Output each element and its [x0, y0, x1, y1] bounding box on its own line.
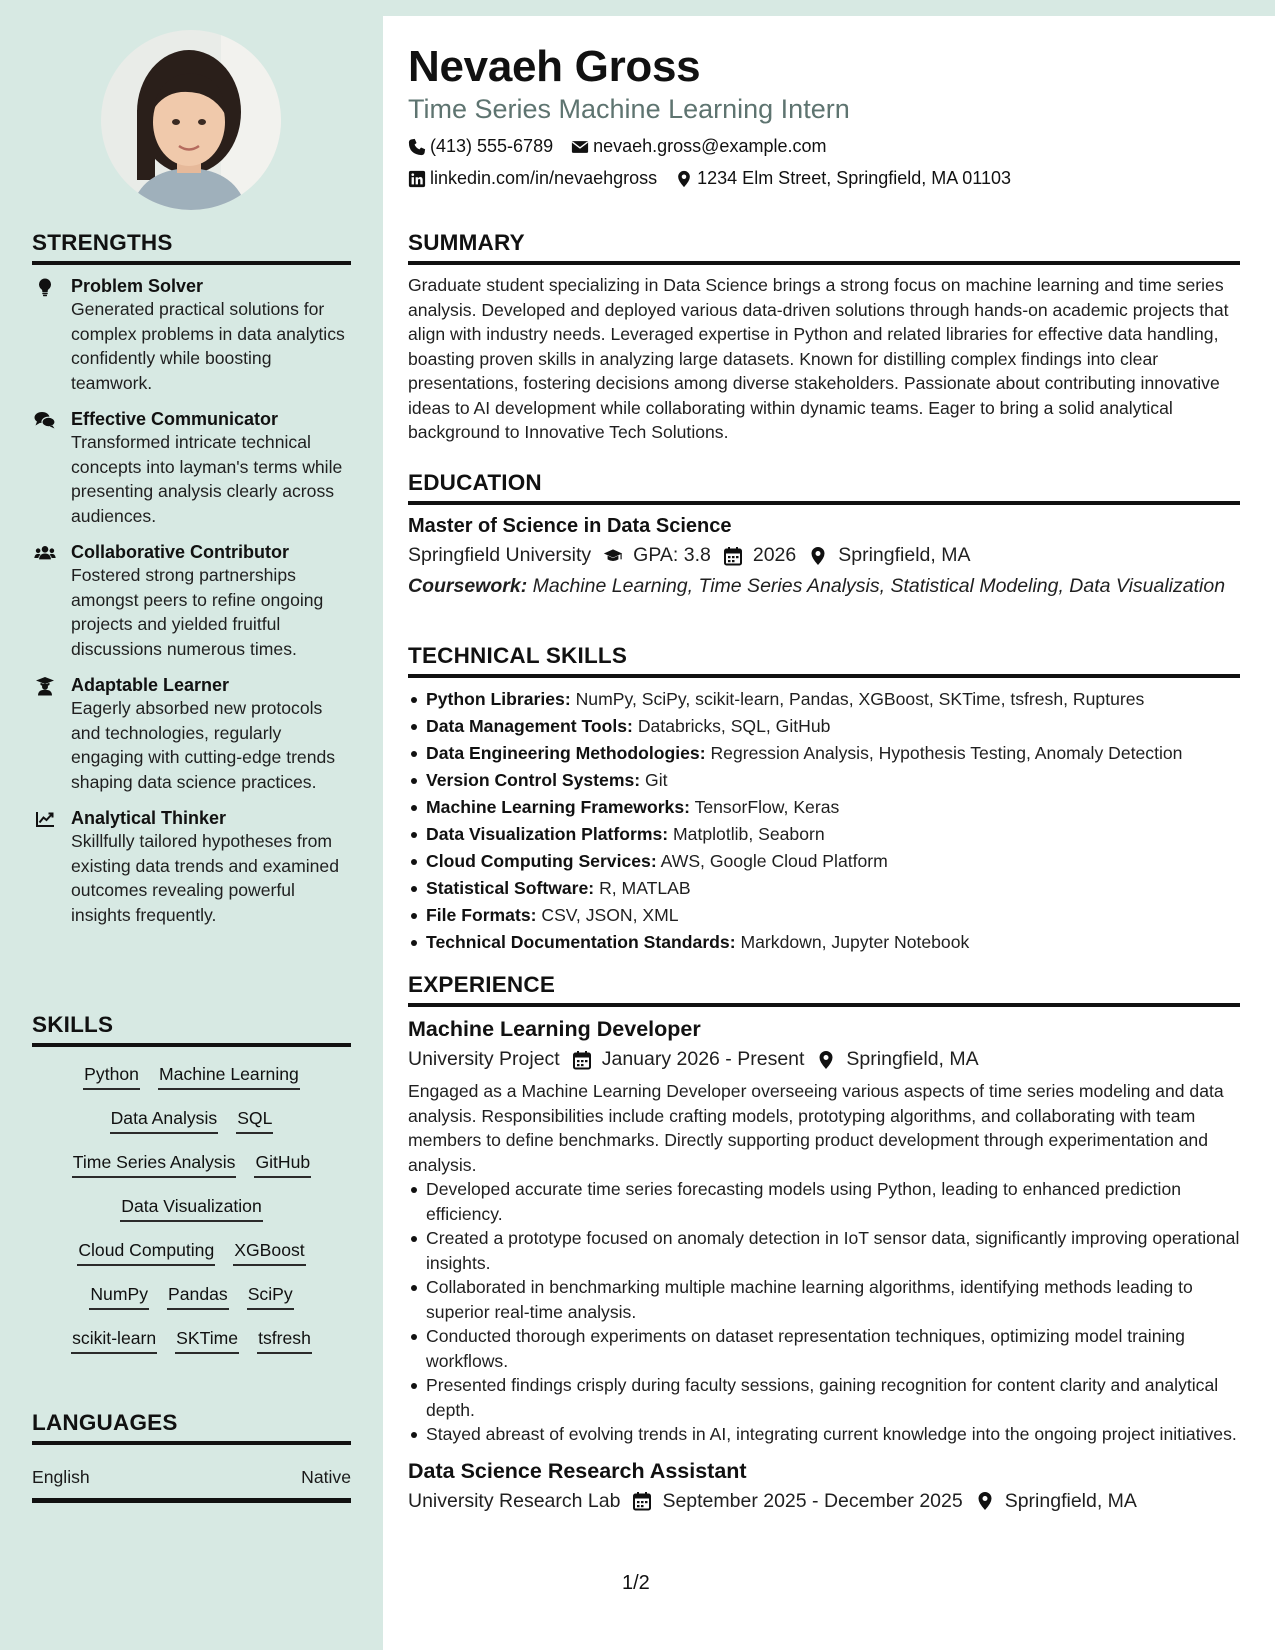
education-section: [408, 470, 1240, 598]
profile-photo: [101, 30, 281, 210]
strength-desc: Fostered strong partnerships amongst peers to refine ongoing projects and yielded fruitful discussions numerous times.: [71, 565, 324, 659]
job-location: Springfield, MA: [1004, 1489, 1137, 1512]
line-chart-icon: [34, 809, 56, 829]
address-text: 1234 Elm Street, Springfield, MA 01103: [697, 168, 1011, 188]
skills-section: [32, 1012, 351, 1354]
job-dates: January 2026 - Present: [601, 1048, 805, 1070]
list-item: Data Visualization Platforms: Matplotlib, Seaborn: [408, 821, 1240, 848]
graduation-cap-icon: [603, 546, 623, 566]
experience-title: EXPERIENCE: [408, 972, 1240, 1007]
list-item: Stayed abreast of evolving trends in AI, integrating current knowledge into the ongoing project initiatives.: [408, 1422, 1240, 1447]
job-title: Data Science Research Assistant: [408, 1458, 747, 1483]
location-pin-icon: [675, 170, 693, 188]
job-description: Engaged as a Machine Learning Developer overseeing various aspects of time series modeling and data analysis. Responsibilities include crafting models, prototyping algorithms, and collaborating with team members to define benchmarks. Directly supporting product development through experimentation and analysis.: [408, 1081, 1224, 1175]
skill-tag: Data Visualization: [120, 1195, 263, 1222]
chat-bubbles-icon: [34, 410, 56, 430]
list-item: Presented findings crisply during faculty sessions, gaining recognition for content clarity and analytical depth.: [408, 1373, 1240, 1422]
location-pin-icon: [816, 1050, 836, 1070]
strength-item: [32, 807, 351, 927]
strength-desc: Transformed intricate technical concepts into layman's terms while presenting analysis clearly across audiences.: [71, 432, 343, 526]
coursework-text: Machine Learning, Time Series Analysis, Statistical Modeling, Data Visualization: [532, 575, 1226, 597]
candidate-role: Time Series Machine Learning Intern: [408, 94, 850, 124]
lightbulb-icon: [34, 277, 56, 297]
strength-item: [32, 674, 351, 794]
strength-item: [32, 275, 351, 395]
gpa-text: GPA: 3.8: [633, 544, 711, 566]
job-bullets: [408, 1177, 1240, 1447]
technical-skills-section: [408, 643, 1240, 956]
graduation-year: 2026: [752, 544, 797, 566]
job-entry: [408, 1459, 1240, 1513]
job-title: Machine Learning Developer: [408, 1017, 701, 1041]
list-item: Developed accurate time series forecasting models using Python, leading to enhanced prediction efficiency.: [408, 1177, 1240, 1226]
skills-title: SKILLS: [32, 1012, 351, 1047]
list-item: Technical Documentation Standards: Markdown, Jupyter Notebook: [408, 929, 1240, 956]
skill-tag: scikit-learn: [71, 1327, 157, 1354]
email-text: nevaeh.gross@example.com: [593, 136, 827, 156]
list-item: Cloud Computing Services: AWS, Google Cloud Platform: [408, 848, 1240, 875]
list-item: Data Engineering Methodologies: Regression Analysis, Hypothesis Testing, Anomaly Detection: [408, 740, 1240, 767]
strength-item: [32, 541, 351, 661]
skill-tag: Data Analysis: [110, 1107, 219, 1134]
candidate-name: Nevaeh Gross: [408, 42, 701, 91]
calendar-icon: [723, 546, 743, 566]
job-meta: [408, 1490, 1240, 1513]
strength-title: Effective Communicator: [71, 409, 279, 429]
technical-skills-title: TECHNICAL SKILLS: [408, 643, 1240, 678]
education-meta: [408, 544, 1240, 567]
school-location: Springfield, MA: [838, 544, 971, 566]
list-item: Collaborated in benchmarking multiple machine learning algorithms, identifying methods leading to superior real-time analysis.: [408, 1275, 1240, 1324]
phone-icon: [408, 138, 426, 156]
skill-tag: Pandas: [167, 1283, 229, 1310]
strength-title: Adaptable Learner: [71, 675, 230, 695]
job-dates: September 2025 - December 2025: [662, 1489, 963, 1512]
users-icon: [34, 543, 56, 563]
language-row: [32, 1445, 351, 1503]
location-pin-icon: [808, 546, 828, 566]
strength-title: Collaborative Contributor: [71, 542, 290, 562]
skill-tag: Cloud Computing: [77, 1239, 215, 1266]
skills-tags: [32, 1047, 351, 1354]
skill-tag: GitHub: [254, 1151, 311, 1178]
location-pin-icon: [975, 1491, 995, 1511]
job-entry: [408, 1017, 1240, 1447]
summary-text: Graduate student specializing in Data Science brings a strong focus on machine learning and time series analysis. Developed and deployed various data-driven solutions through hands-on academic projects that align with industry needs. Leveraged expertise in Python and related libraries for effective data handling, boasting proven skills in analyzing large datasets. Known for distilling complex findings into clear presentations, fostering decisions among diverse stakeholders. Passionate about contributing innovative ideas to AI development while collaborating within dynamic teams. Eager to bring a solid analytical background to Innovative Tech Solutions.: [408, 275, 1229, 442]
strength-desc: Generated practical solutions for complex problems in data analytics confidently while boosting teamwork.: [71, 299, 345, 393]
experience-section: [408, 972, 1240, 1513]
school-name: Springfield University: [408, 544, 592, 566]
summary-title: SUMMARY: [408, 230, 1240, 265]
skill-tag: tsfresh: [257, 1327, 312, 1354]
job-org: University Project: [408, 1048, 560, 1070]
contact-row-1: [408, 136, 826, 157]
job-location: Springfield, MA: [846, 1048, 979, 1070]
languages-title: LANGUAGES: [32, 1410, 351, 1445]
phone-text: (413) 555-6789: [430, 136, 554, 156]
page-number: 1/2: [622, 1572, 650, 1594]
education-title: EDUCATION: [408, 470, 1240, 505]
technical-skills-list: [408, 686, 1240, 956]
linkedin-icon: [408, 170, 426, 188]
coursework: [408, 574, 1240, 598]
language-name: English: [32, 1467, 90, 1487]
strength-title: Problem Solver: [71, 276, 204, 296]
job-org: University Research Lab: [408, 1489, 621, 1512]
skill-tag: Python: [83, 1063, 140, 1090]
contact-row-2: [408, 168, 1011, 189]
graduate-icon: [34, 676, 56, 696]
strength-title: Analytical Thinker: [71, 808, 227, 828]
coursework-label: Coursework:: [408, 575, 528, 597]
language-level: Native: [301, 1467, 351, 1487]
skill-tag: NumPy: [89, 1283, 149, 1310]
degree-title: Master of Science in Data Science: [408, 515, 732, 537]
calendar-icon: [632, 1491, 652, 1511]
email-icon: [571, 138, 589, 156]
list-item: Created a prototype focused on anomaly detection in IoT sensor data, significantly improving operational insights.: [408, 1226, 1240, 1275]
skill-tag: SciPy: [247, 1283, 294, 1310]
list-item: Conducted thorough experiments on dataset representation techniques, optimizing model training workflows.: [408, 1324, 1240, 1373]
skill-tag: Time Series Analysis: [72, 1151, 237, 1178]
skill-tag: SQL: [236, 1107, 273, 1134]
strength-desc: Skillfully tailored hypotheses from existing data trends and examined outcomes revealing powerful insights frequently.: [71, 831, 339, 925]
calendar-icon: [572, 1050, 592, 1070]
list-item: File Formats: CSV, JSON, XML: [408, 902, 1240, 929]
strengths-section: [32, 230, 351, 927]
languages-section: [32, 1410, 351, 1503]
skill-tag: Machine Learning: [158, 1063, 300, 1090]
job-meta: [408, 1048, 1240, 1071]
list-item: Python Libraries: NumPy, SciPy, scikit-learn, Pandas, XGBoost, SKTime, tsfresh, Ruptures: [408, 686, 1240, 713]
summary-section: [408, 230, 1240, 445]
list-item: Machine Learning Frameworks: TensorFlow, Keras: [408, 794, 1240, 821]
strength-item: [32, 408, 351, 528]
strength-desc: Eagerly absorbed new protocols and technologies, regularly engaging with cutting-edge trends shaping data science practices.: [71, 698, 336, 792]
strengths-title: STRENGTHS: [32, 230, 351, 265]
list-item: Statistical Software: R, MATLAB: [408, 875, 1240, 902]
list-item: Data Management Tools: Databricks, SQL, GitHub: [408, 713, 1240, 740]
skill-tag: SKTime: [175, 1327, 239, 1354]
linkedin-text: linkedin.com/in/nevaehgross: [430, 168, 658, 188]
sidebar: [0, 0, 383, 1650]
list-item: Version Control Systems: Git: [408, 767, 1240, 794]
skill-tag: XGBoost: [233, 1239, 305, 1266]
